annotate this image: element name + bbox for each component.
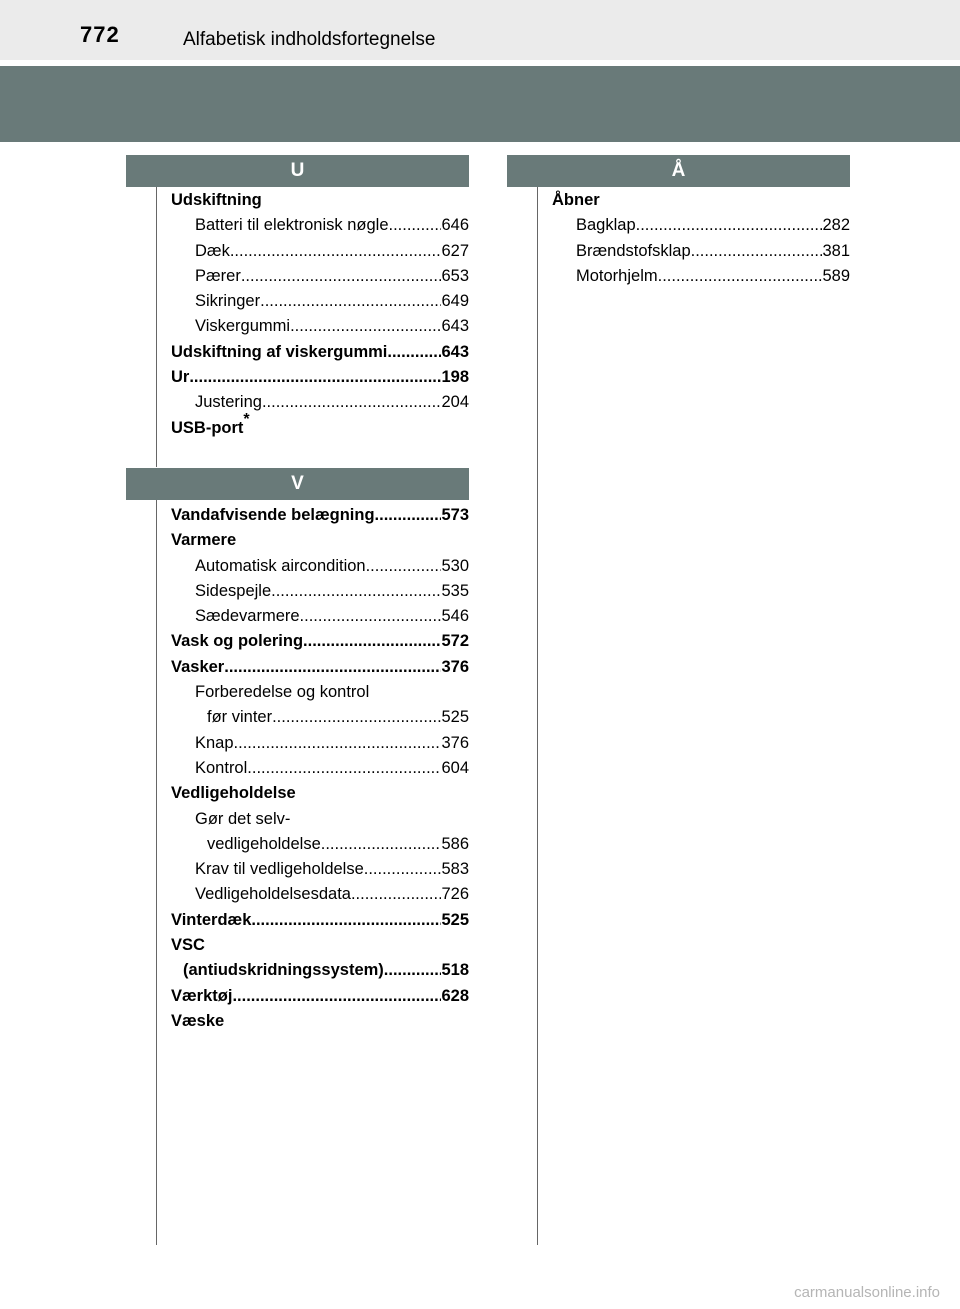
- dot-leader: [230, 239, 442, 264]
- index-entry: [171, 213, 469, 238]
- entry-label: Justering: [195, 393, 262, 412]
- watermark: carmanualsonline.info: [794, 1284, 940, 1301]
- entry-label: Udskiftning af viskergummi: [171, 342, 388, 361]
- dot-leader: [272, 705, 441, 730]
- entry-page-number[interactable]: 649: [441, 292, 469, 311]
- entry-page-number[interactable]: 604: [441, 758, 469, 777]
- index-entry: [171, 908, 469, 933]
- index-entry: [552, 213, 850, 238]
- entry-page-number[interactable]: 204: [441, 393, 469, 412]
- entry-page-number[interactable]: 572: [441, 632, 469, 651]
- entry-page-number[interactable]: 535: [441, 581, 469, 600]
- entry-label: Åbner: [552, 191, 600, 209]
- dot-leader: [271, 579, 441, 604]
- entry-label: USB-port: [171, 418, 244, 437]
- entry-label: Sædevarmere: [195, 607, 300, 626]
- index-entry: [171, 655, 469, 680]
- entry-label: Vandafvisende belægning: [171, 506, 375, 524]
- entry-page-number[interactable]: 643: [441, 317, 469, 336]
- entry-label: Motorhjelm: [576, 266, 658, 285]
- entry-label: vedligeholdelse: [207, 834, 321, 853]
- entry-page-number[interactable]: 525: [441, 910, 469, 929]
- dot-leader: [389, 213, 442, 238]
- dot-leader: [247, 756, 441, 781]
- entry-label: Forberedelse og kontrol: [195, 683, 370, 702]
- entry-label: Viskergummi: [195, 317, 291, 336]
- entry-label: (antiudskridningssystem): [183, 961, 384, 980]
- dot-leader: [658, 264, 823, 289]
- entry-label: Sidespejle: [195, 581, 272, 600]
- index-entry: [171, 731, 469, 756]
- dot-leader: [232, 984, 441, 1009]
- entry-page-number[interactable]: 530: [441, 556, 469, 575]
- dot-leader: [290, 314, 441, 339]
- entry-page-number[interactable]: 586: [441, 834, 469, 853]
- entry-label: Vask og polering: [171, 632, 304, 651]
- dot-leader: [384, 958, 442, 983]
- dot-leader: [303, 629, 441, 654]
- dot-leader: [224, 655, 441, 680]
- entry-page-number[interactable]: 627: [441, 241, 469, 260]
- dot-leader: [387, 340, 441, 365]
- entry-page-number[interactable]: 583: [441, 860, 469, 879]
- dot-leader: [234, 731, 442, 756]
- entry-label: Sikringer: [195, 292, 261, 311]
- dot-leader: [364, 857, 442, 882]
- section-divider-v: [156, 500, 157, 1245]
- index-entry: [171, 958, 469, 983]
- page-title: Alfabetisk indholdsfortegnelse: [183, 29, 436, 50]
- entry-page-number[interactable]: 376: [441, 733, 469, 752]
- entry-page-number[interactable]: 381: [822, 241, 850, 260]
- entry-page-number[interactable]: 198: [441, 368, 469, 387]
- entry-label: Batteri til elektronisk nøgle: [195, 216, 389, 235]
- section-header-aa: Å: [507, 155, 850, 187]
- dot-leader: [260, 289, 441, 314]
- index-entry: [171, 528, 469, 553]
- entry-label: før vinter: [207, 708, 273, 727]
- entry-page-number[interactable]: 589: [822, 266, 850, 285]
- index-entry: [171, 705, 469, 730]
- dot-leader: [262, 390, 442, 415]
- index-entry: [171, 629, 469, 654]
- index-entry: [552, 264, 850, 289]
- index-entry: [171, 239, 469, 264]
- index-entry: [171, 579, 469, 604]
- index-entry: [171, 188, 469, 213]
- index-entry: [552, 188, 850, 213]
- index-entry: [171, 289, 469, 314]
- entry-page-number[interactable]: 546: [441, 607, 469, 626]
- index-list-u: [171, 188, 469, 441]
- entry-label: Vedligeholdelse: [171, 784, 296, 803]
- dot-leader: [241, 264, 442, 289]
- index-entry: [171, 554, 469, 579]
- dot-leader: [636, 213, 823, 238]
- entry-page-number[interactable]: 726: [441, 885, 469, 904]
- top-header-bar: [0, 0, 960, 60]
- index-entry: [171, 756, 469, 781]
- entry-label: Brændstofsklap: [576, 241, 691, 260]
- page-number: 772: [80, 22, 120, 47]
- index-entry: [171, 1009, 469, 1034]
- index-entry: [171, 314, 469, 339]
- entry-page-number[interactable]: 518: [441, 961, 469, 980]
- entry-page-number[interactable]: 646: [441, 216, 469, 235]
- entry-label: Knap: [195, 733, 234, 752]
- section-header-v: V: [126, 468, 469, 500]
- index-entry: [171, 340, 469, 365]
- index-entry: [552, 239, 850, 264]
- entry-label: Pærer: [195, 266, 241, 285]
- index-list-v: [171, 503, 469, 1034]
- entry-page-number[interactable]: 628: [441, 986, 469, 1005]
- index-entry: [171, 503, 469, 528]
- entry-page-number[interactable]: 282: [822, 216, 850, 235]
- entry-label: Automatisk aircondition: [195, 556, 366, 575]
- index-entry: [171, 882, 469, 907]
- dot-leader: [375, 503, 442, 528]
- dot-leader: [300, 604, 442, 629]
- dot-leader: [189, 365, 441, 390]
- entry-page-number[interactable]: 573: [441, 506, 469, 524]
- dot-leader: [691, 239, 823, 264]
- index-entry: [171, 390, 469, 415]
- entry-label: Gør det selv-: [195, 809, 291, 828]
- index-entry: [171, 411, 469, 441]
- entry-label: Vinterdæk: [171, 910, 252, 929]
- dot-leader: [321, 832, 442, 857]
- index-entry: [171, 365, 469, 390]
- entry-label: Kontrol: [195, 758, 248, 777]
- index-entry: [171, 604, 469, 629]
- entry-label: Bagklap: [576, 216, 636, 235]
- entry-label: Dæk: [195, 241, 230, 260]
- index-entry: [171, 264, 469, 289]
- entry-label: VSC: [171, 936, 205, 955]
- index-entry: [171, 680, 469, 705]
- section-divider-u: [156, 187, 157, 467]
- footnote-marker: *: [243, 411, 250, 429]
- entry-label: Vasker: [171, 657, 225, 676]
- entry-label: Udskiftning: [171, 191, 262, 209]
- index-entry: [171, 984, 469, 1009]
- entry-page-number[interactable]: 643: [441, 342, 469, 361]
- entry-label: Vedligeholdelsesdata: [195, 885, 351, 904]
- dot-leader: [251, 908, 441, 933]
- entry-page-number[interactable]: 653: [441, 266, 469, 285]
- entry-page-number[interactable]: 525: [441, 708, 469, 727]
- index-entry: [171, 781, 469, 806]
- index-list-aa: [552, 188, 850, 289]
- entry-label: Værktøj: [171, 986, 233, 1005]
- entry-label: Krav til vedligeholdelse: [195, 860, 364, 879]
- entry-page-number[interactable]: 376: [441, 657, 469, 676]
- index-entry: [171, 933, 469, 958]
- dot-leader: [351, 882, 442, 907]
- index-entry: [171, 857, 469, 882]
- decorative-band: [0, 66, 960, 142]
- entry-label: Varmere: [171, 531, 237, 550]
- section-header-u: U: [126, 155, 469, 187]
- dot-leader: [366, 554, 442, 579]
- entry-label: Væske: [171, 1011, 225, 1030]
- entry-label: Ur: [171, 368, 190, 387]
- section-divider-aa: [537, 187, 538, 1245]
- index-entry: [171, 832, 469, 857]
- index-entry: [171, 807, 469, 832]
